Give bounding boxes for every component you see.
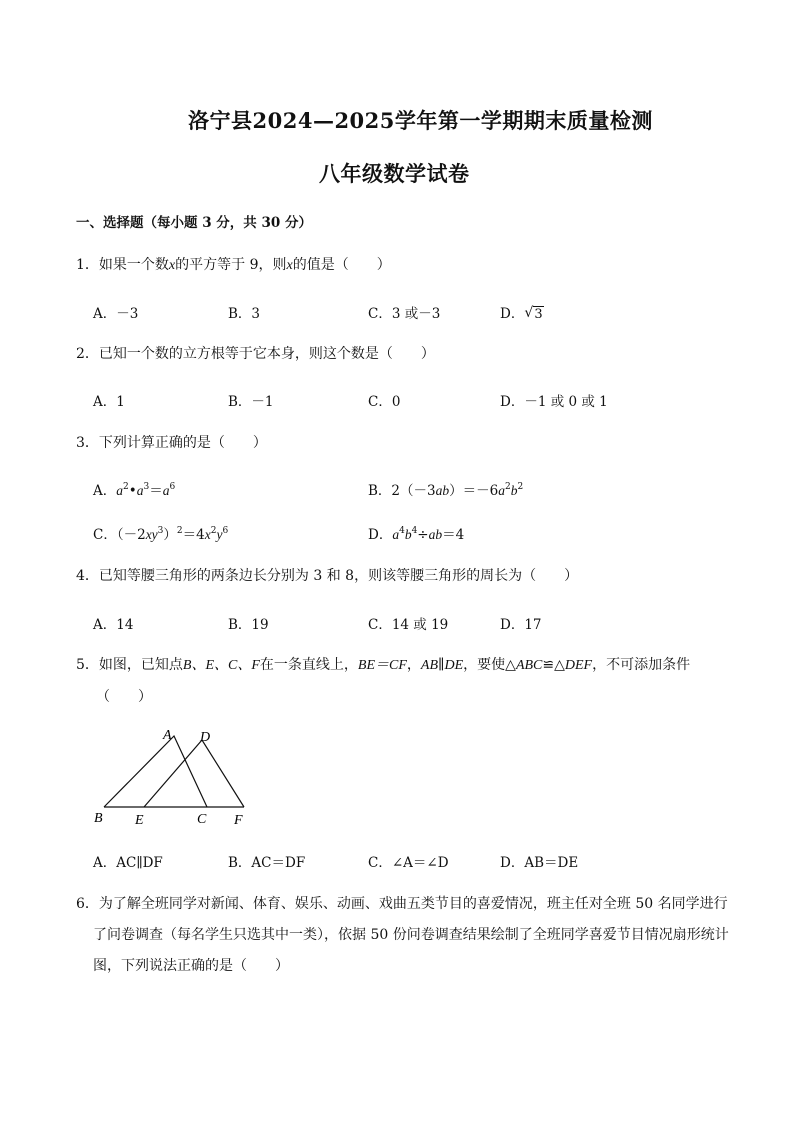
q5-cong: ≌△ bbox=[542, 657, 565, 673]
q2-option-c[interactable]: C．0 bbox=[368, 394, 401, 410]
q3-option-b[interactable]: B．$2(-3ab)=-6a^2b^2$ bbox=[368, 482, 524, 499]
label-e: E bbox=[135, 813, 144, 828]
q5-cond2: AB∥DE bbox=[420, 658, 464, 673]
sqrt-symbol bbox=[524, 306, 543, 322]
q4-option-b[interactable]: B．19 bbox=[228, 617, 269, 633]
q5-option-b[interactable]: B．AC＝DF bbox=[228, 855, 306, 871]
q3-option-a-label: A． bbox=[93, 483, 117, 499]
q5-sep: ， bbox=[406, 657, 421, 673]
q3-option-d-label: D． bbox=[368, 527, 393, 543]
q4-option-a[interactable]: A．14 bbox=[93, 617, 134, 633]
label-b: B bbox=[94, 811, 103, 826]
q5-option-c[interactable]: C．∠A＝∠D bbox=[368, 855, 449, 871]
q2-option-a[interactable]: A．1 bbox=[93, 394, 125, 410]
exam-subtitle: 八年级数学试卷 bbox=[319, 161, 470, 186]
section-heading: 一、选择题（每小题 3 分，共 30 分） bbox=[76, 215, 312, 231]
q5-geometry-figure bbox=[88, 722, 258, 830]
question-3-stem: 3．下列计算正确的是（ ） bbox=[76, 435, 267, 451]
triangle-def bbox=[144, 740, 244, 807]
q1-radicand: 3 bbox=[534, 307, 543, 322]
question-6-line-1: 6．为了解全班同学对新闻、体育、娱乐、动画、戏曲五类节目的喜爱情况，班主任对全班 50 名同学进行 bbox=[76, 896, 728, 912]
q5-points: B、E、C、F bbox=[182, 658, 260, 673]
question-1-stem bbox=[76, 256, 391, 275]
q1-option-b[interactable]: B．3 bbox=[228, 306, 261, 322]
question-2-stem: 2．已知一个数的立方根等于它本身，则这个数是（ ） bbox=[76, 346, 435, 362]
q1-var-x: x bbox=[168, 258, 176, 273]
exam-title: 洛宁县2024—2025学年第一学期期末质量检测 bbox=[188, 108, 653, 133]
q2-option-d[interactable]: D．－1 或 0 或 1 bbox=[500, 394, 608, 410]
question-6-line-3: 图，下列说法正确的是（ ） bbox=[93, 958, 289, 974]
question-5-stem bbox=[76, 656, 690, 675]
q1-var-x2: x bbox=[286, 258, 293, 273]
triangle-abc bbox=[104, 736, 207, 807]
q5-stem-b: 在一条直线上， bbox=[259, 657, 358, 673]
q5-stem-d: ，不可添加条件 bbox=[592, 657, 691, 673]
q1-option-a[interactable]: A．－3 bbox=[93, 306, 139, 322]
q3-option-b-label: B． bbox=[368, 483, 392, 499]
label-f: F bbox=[234, 813, 243, 828]
q5-tri1: ABC bbox=[515, 658, 543, 673]
q5-stem-a: 5．如图，已知点 bbox=[76, 657, 183, 673]
q3-option-a[interactable]: A．$a^2•a^3=a^6$ bbox=[93, 482, 176, 499]
question-4-stem: 4．已知等腰三角形的两条边长分别为 3 和 8，则该等腰三角形的周长为（ ） bbox=[76, 568, 579, 584]
q5-tri2: DEF bbox=[564, 658, 593, 673]
q5-option-a[interactable]: A．AC∥DF bbox=[93, 855, 163, 871]
q2-option-b[interactable]: B．－1 bbox=[228, 394, 274, 410]
q3-option-d[interactable]: D．$a^4b^4\div ab=4$ bbox=[368, 526, 465, 543]
q4-option-d[interactable]: D．17 bbox=[500, 617, 542, 633]
q1-option-c[interactable]: C．3 或－3 bbox=[368, 306, 441, 322]
q1-option-d-label: D． bbox=[500, 306, 525, 322]
label-c: C bbox=[197, 812, 207, 827]
q1-stem-c: 的值是（ ） bbox=[292, 257, 391, 273]
q1-option-d[interactable] bbox=[500, 302, 544, 322]
question-6-line-2: 了问卷调查（每名学生只选其中一类），依据 50 份问卷调查结果绘制了全班同学喜爱节目情况扇形统计 bbox=[93, 927, 729, 943]
q1-stem-b: 的平方等于 9，则 bbox=[175, 257, 287, 273]
q3-option-c[interactable]: C．$(-2xy^3)^2=4x^2y^6$ bbox=[93, 526, 229, 543]
label-a: A bbox=[163, 728, 172, 743]
label-d: D bbox=[200, 730, 211, 745]
q1-stem-a: 1．如果一个数 bbox=[76, 257, 169, 273]
q5-answer-paren: （ ） bbox=[96, 689, 152, 705]
q5-option-d[interactable]: D．AB＝DE bbox=[500, 855, 579, 871]
q5-stem-c: ，要使△ bbox=[463, 657, 516, 673]
q5-cond1: BE＝CF bbox=[357, 658, 407, 673]
q4-option-c[interactable]: C．14 或 19 bbox=[368, 617, 449, 633]
q3-option-c-label: C． bbox=[93, 527, 117, 543]
